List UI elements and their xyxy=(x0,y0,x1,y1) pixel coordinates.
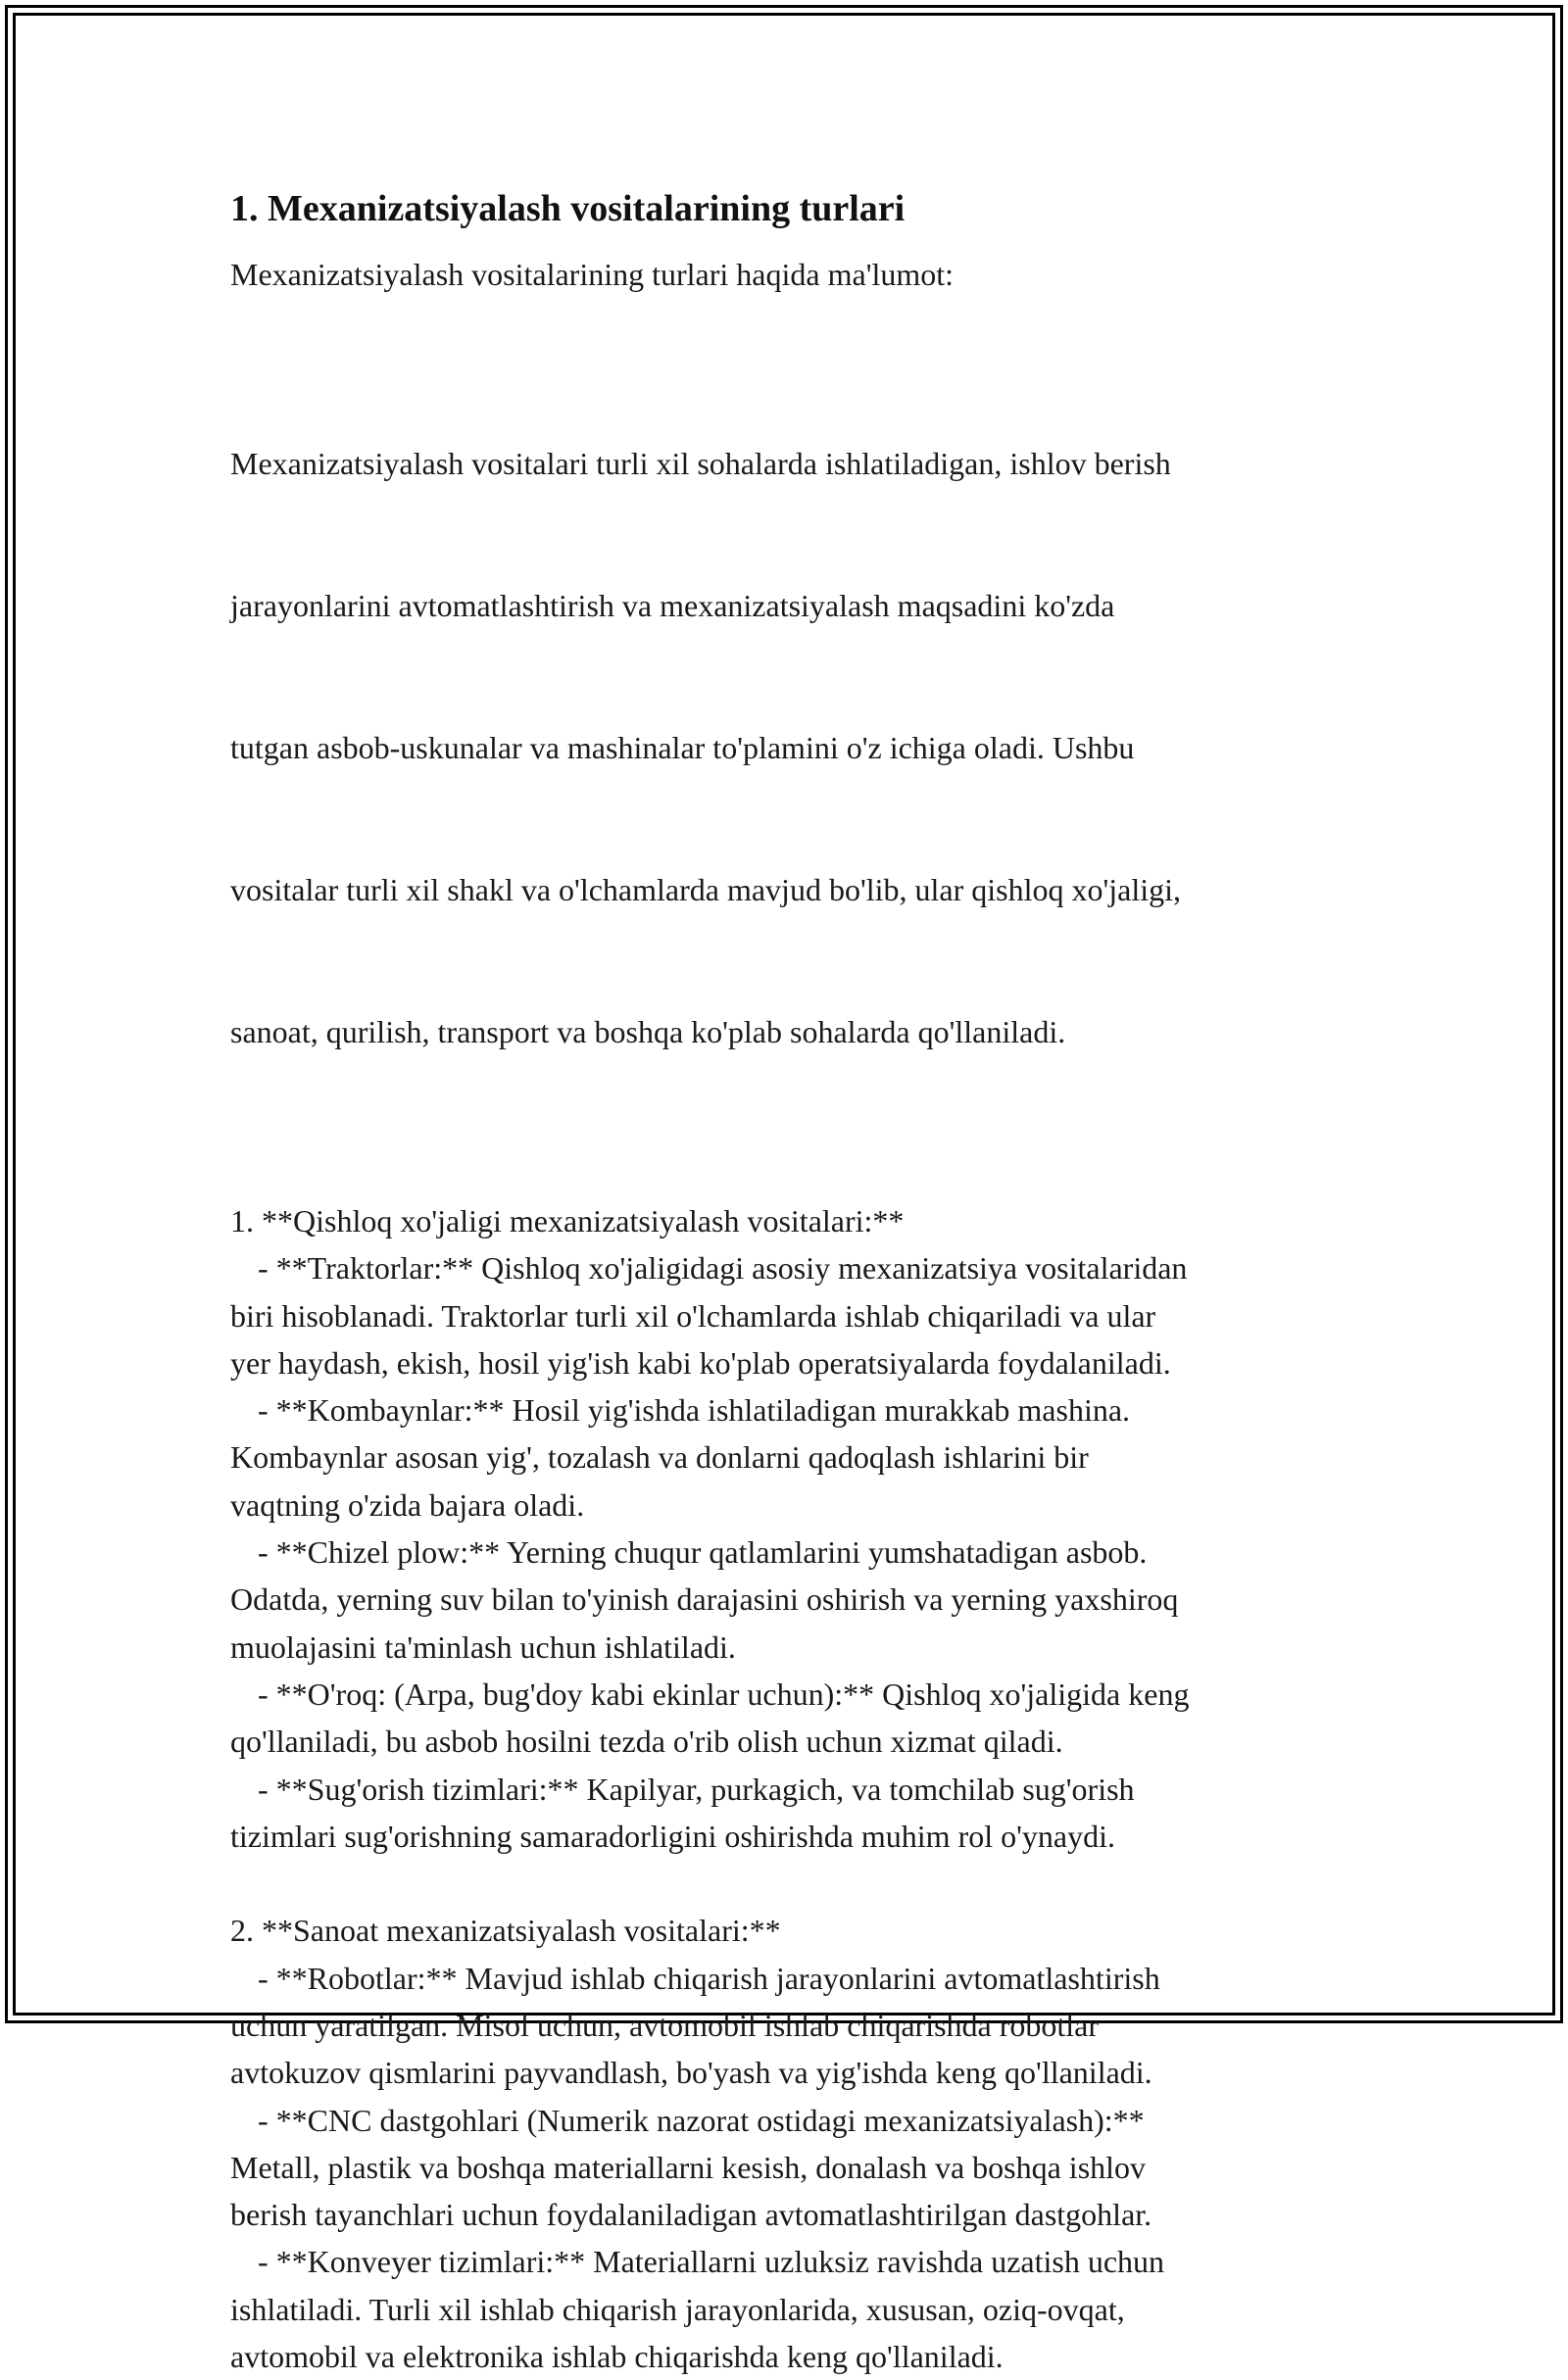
list-item-first-line: - **Kombaynlar:** Hosil yig'ishda ishlatiladigan murakkab mashina. xyxy=(258,1392,1131,1429)
list-item-line: muolajasini ta'minlash uchun ishlatiladi. xyxy=(230,1628,736,1665)
list-item-line: avtokuzov qismlarini payvandlash, bo'yash va yig'ishda keng qo'llaniladi. xyxy=(230,2055,1152,2091)
list-item-first-line: - **Sug'orish tizimlari:** Kapilyar, purkagich, va tomchilab sug'orish xyxy=(258,1771,1135,1807)
list-item-line: yer haydash, ekish, hosil yig'ish kabi ko'plab operatsiyalarda foydalaniladi. xyxy=(230,1344,1171,1381)
list-item-line: uchun yaratilgan. Misol uchun, avtomobil ishlab chiqarishda robotlar xyxy=(230,2007,1100,2043)
list-item-line: tizimlari sug'orishning samaradorligini oshirishda muhim rol o'ynaydi. xyxy=(230,1818,1115,1854)
section-heading: 2. **Sanoat mexanizatsiyalash vositalari:** xyxy=(230,1913,781,1949)
list-item-line: berish tayanchlari uchun foydalaniladigan avtomatlashtirilgan dastgohlar. xyxy=(230,2197,1152,2233)
list-item-first-line: - **Konveyer tizimlari:** Materiallarni uzluksiz ravishda uzatish uchun xyxy=(258,2244,1165,2280)
list-item-line: avtomobil va elektronika ishlab chiqarishda keng qo'llaniladi. xyxy=(230,2339,1004,2375)
text-line: tutgan asbob-uskunalar va mashinalar to'plamini o'z ichiga oladi. Ushbu xyxy=(230,729,1135,765)
text-line: vositalar turli xil shakl va o'lchamlarda mavjud bo'lib, ular qishloq xo'jaligi, xyxy=(230,871,1181,907)
list-item-line: qo'llaniladi, bu asbob hosilni tezda o'rib olish uchun xizmat qiladi. xyxy=(230,1724,1063,1760)
blank-line xyxy=(230,1150,1338,1197)
text-line: sanoat, qurilish, transport va boshqa ko'plab sohalarda qo'llaniladi. xyxy=(230,1013,1066,1049)
list-item-first-line: - **Traktorlar:** Qishloq xo'jaligidagi asosiy mexanizatsiya vositalaridan xyxy=(258,1250,1188,1287)
list-item-line: Metall, plastik va boshqa materiallarni kesish, donalash va boshqa ishlov xyxy=(230,2149,1147,2185)
list-item-line: biri hisoblanadi. Traktorlar turli xil o'lchamlarda ishlab chiqariladi va ular xyxy=(230,1297,1156,1334)
list-item-line: vaqtning o'zida bajara oladi. xyxy=(230,1486,585,1523)
section-industry xyxy=(230,1907,1338,2380)
list-item-first-line: - **O'roq: (Arpa, bug'doy kabi ekinlar uchun):** Qishloq xo'jaligida keng xyxy=(258,1676,1190,1712)
blank-line xyxy=(230,298,1338,345)
overview-paragraph xyxy=(230,346,1338,1150)
list-item-line: Kombaynlar asosan yig', tozalash va donlarni qadoqlash ishlarini bir xyxy=(230,1439,1089,1476)
text-line: jarayonlarini avtomatlashtirish va mexanizatsiyalash maqsadini ko'zda xyxy=(230,588,1115,624)
section-agriculture xyxy=(230,1197,1338,1860)
document-title: 1. Mexanizatsiyalash vositalarining turlari xyxy=(230,188,906,229)
list-item-line: ishlatiladi. Turli xil ishlab chiqarish jarayonlarida, xususan, oziq-ovqat, xyxy=(230,2291,1125,2327)
text-line: Mexanizatsiyalash vositalari turli xil sohalarda ishlatiladigan, ishlov berish xyxy=(230,446,1171,482)
list-item-line: Odatda, yerning suv bilan to'yinish darajasini oshirish va yerning yaxshiroq xyxy=(230,1581,1179,1618)
list-item-first-line: - **Robotlar:** Mavjud ishlab chiqarish jarayonlarini avtomatlashtirish xyxy=(258,1960,1160,1996)
list-item-first-line: - **Chizel plow:** Yerning chuqur qatlamlarini yumshatadigan asbob. xyxy=(258,1534,1148,1571)
list-item-first-line: - **CNC dastgohlari (Numerik nazorat ostidagi mexanizatsiyalash):** xyxy=(258,2102,1145,2138)
intro-text: Mexanizatsiyalash vositalarining turlari haqida ma'lumot: xyxy=(230,257,955,292)
section-heading: 1. **Qishloq xo'jaligi mexanizatsiyalash vositalari:** xyxy=(230,1202,905,1239)
blank-line xyxy=(230,1860,1338,1907)
document-body xyxy=(230,184,1338,2380)
